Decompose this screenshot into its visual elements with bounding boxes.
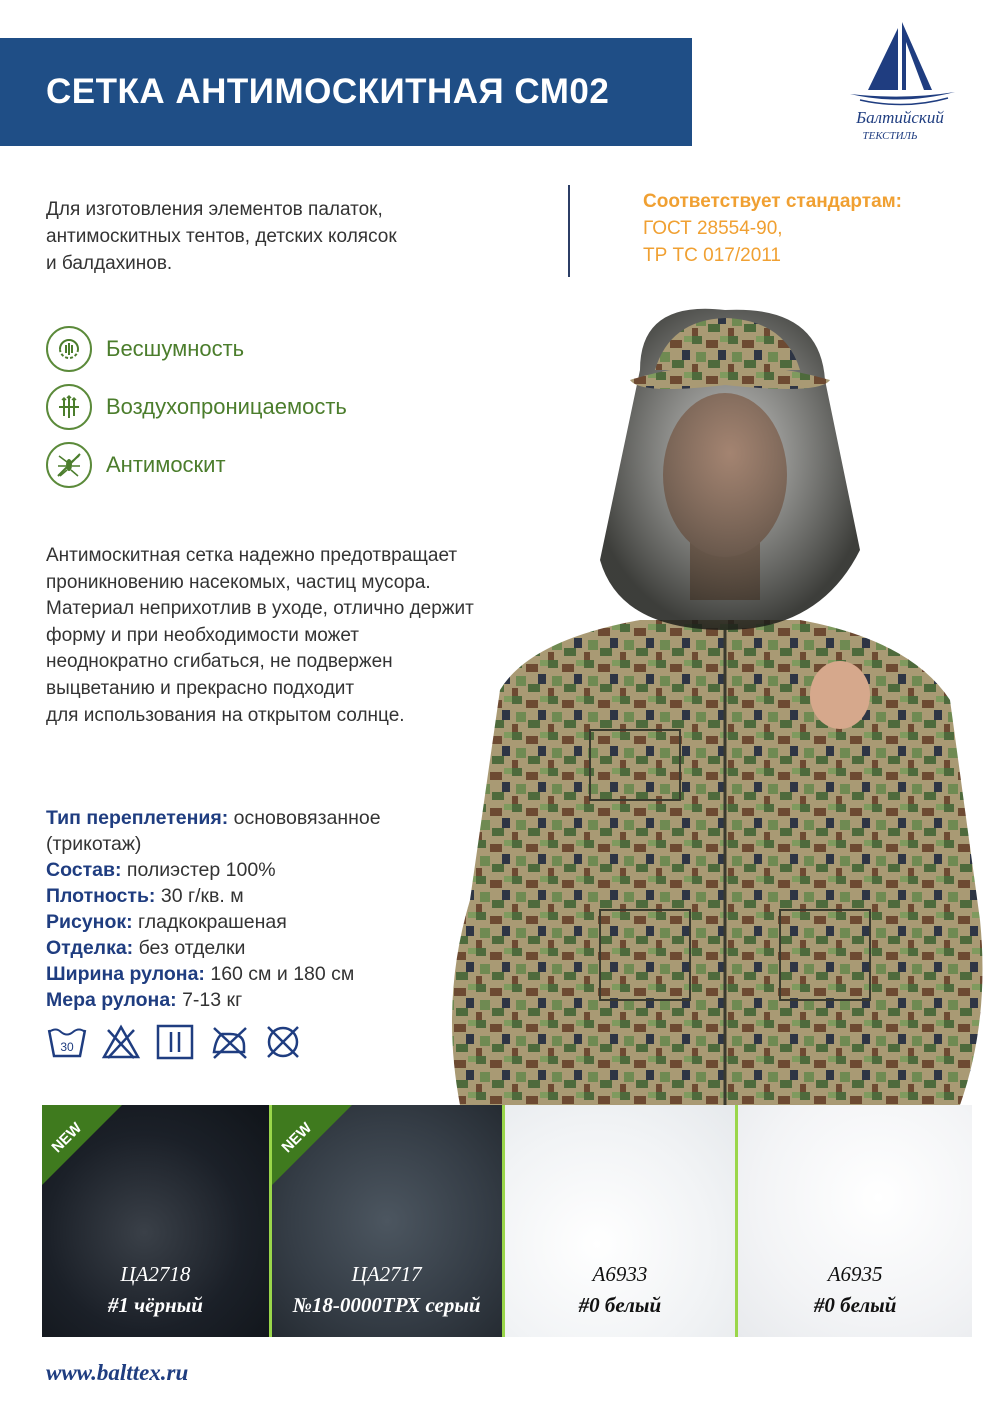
spec-value: основовязанное xyxy=(228,807,381,829)
swatch-black[interactable] xyxy=(42,1105,269,1337)
spec-label: Ширина рулона: xyxy=(46,963,205,985)
brand-logo xyxy=(820,20,980,150)
specifications xyxy=(46,805,486,1013)
description-line: форму и при необходимости может xyxy=(46,624,359,646)
new-badge-text: NEW xyxy=(48,1119,86,1157)
title-band xyxy=(0,38,692,146)
spec-label: Отделка: xyxy=(46,937,134,959)
feature-item xyxy=(46,384,466,430)
spec-value: без отделки xyxy=(133,937,246,959)
intro-line: и балдахинов. xyxy=(46,253,173,274)
new-badge xyxy=(42,1105,122,1185)
swatch-white-a6933[interactable] xyxy=(505,1105,736,1337)
airflow-icon xyxy=(46,384,92,430)
swatch-color: #0 белый xyxy=(813,1293,897,1317)
swatch-grey[interactable] xyxy=(272,1105,502,1337)
spec-composition xyxy=(46,857,486,883)
care-symbols xyxy=(46,1022,304,1062)
spec-weave-extra: (трикотаж) xyxy=(46,833,142,855)
website-link[interactable]: www.balttex.ru xyxy=(46,1360,189,1385)
spec-value: 7-13 кг xyxy=(176,989,243,1011)
swatch-code: А6933 xyxy=(592,1262,648,1286)
wash-temp: 30 xyxy=(60,1040,74,1054)
spec-weave xyxy=(46,805,486,831)
description-line: для использования на открытом солнце. xyxy=(46,704,405,726)
no-dry-clean-icon xyxy=(262,1022,304,1062)
description-line: проникновению насекомых, частиц мусора. xyxy=(46,571,431,593)
description-line: выцветанию и прекрасно подходит xyxy=(46,677,355,699)
description-line: неоднократно сгибаться, не подвержен xyxy=(46,651,393,673)
logo-brand-sub: ТЕКСТИЛЬ xyxy=(862,130,918,142)
no-bleach-icon xyxy=(100,1022,142,1062)
vertical-divider xyxy=(568,185,570,277)
feature-list xyxy=(46,326,466,500)
mosquito-icon xyxy=(46,442,92,488)
spec-label: Состав: xyxy=(46,859,122,881)
spec-value: полиэстер 100% xyxy=(121,859,276,881)
swatch-white-a6935[interactable] xyxy=(738,1105,972,1337)
swatch-code: ЦА2718 xyxy=(120,1262,191,1286)
new-badge-text: NEW xyxy=(278,1119,315,1157)
swatch-color: №18-0000ТРХ серый xyxy=(292,1293,481,1317)
feature-item xyxy=(46,442,466,488)
spec-label: Тип переплетения: xyxy=(46,807,229,829)
noise-icon xyxy=(46,326,92,372)
spec-roll-measure xyxy=(46,987,486,1013)
swatch-code: А6935 xyxy=(827,1262,883,1286)
standard-item: ТР ТС 017/2011 xyxy=(643,245,782,266)
wash-30-icon xyxy=(46,1022,88,1062)
no-iron-icon xyxy=(208,1022,250,1062)
page-title: СЕТКА АНТИМОСКИТНАЯ СМ02 xyxy=(46,72,610,111)
spec-roll-width xyxy=(46,961,486,987)
description-line: Антимоскитная сетка надежно предотвращает xyxy=(46,545,458,566)
swatch-code: ЦА2717 xyxy=(351,1262,422,1286)
spec-value: 30 г/кв. м xyxy=(155,885,244,907)
feature-item xyxy=(46,326,466,372)
spec-value: 160 см и 180 см xyxy=(204,963,355,985)
new-badge xyxy=(272,1105,352,1185)
spec-pattern xyxy=(46,909,486,935)
sailboat-icon xyxy=(820,20,980,110)
intro-line: антимоскитных тентов, детских колясок xyxy=(46,226,397,247)
dry-icon xyxy=(154,1022,196,1062)
intro-line: Для изготовления элементов палаток, xyxy=(46,199,383,220)
swatch-color: #1 чёрный xyxy=(107,1293,203,1317)
spec-label: Плотность: xyxy=(46,885,156,907)
spec-label: Мера рулона: xyxy=(46,989,177,1011)
feature-label: Бесшумность xyxy=(106,336,245,361)
standards-heading: Соответствует стандартам: xyxy=(643,191,903,212)
feature-label: Антимоскит xyxy=(106,452,226,477)
description-line: Материал неприхотлив в уходе, отлично держит xyxy=(46,598,474,620)
spec-label: Рисунок: xyxy=(46,911,133,933)
standard-item: ГОСТ 28554-90, xyxy=(643,218,783,239)
spec-finish xyxy=(46,935,486,961)
intro-text xyxy=(46,196,546,277)
swatch-color: #0 белый xyxy=(578,1293,662,1317)
feature-label: Воздухопроницаемость xyxy=(106,394,347,419)
spec-density xyxy=(46,883,486,909)
product-description xyxy=(46,543,566,729)
spec-value: гладкокрашеная xyxy=(132,911,287,933)
color-swatches xyxy=(42,1105,972,1337)
standards-block xyxy=(643,188,983,269)
logo-brand-name: Балтийский xyxy=(856,108,944,127)
